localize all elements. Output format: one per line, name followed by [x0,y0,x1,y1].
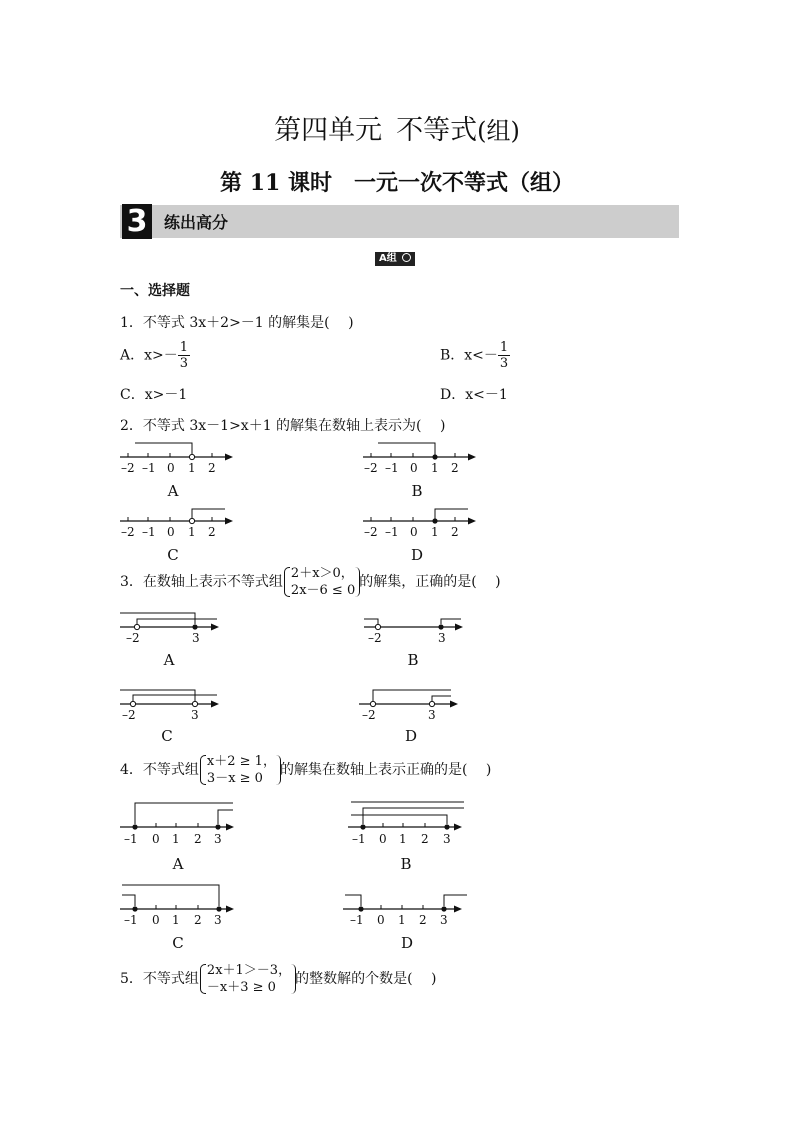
q4-stem-before: 4．不等式组 [120,762,199,778]
tick-label: –2 [122,708,136,721]
inequality-system [199,962,295,996]
unit-title-number: 第四单元 [274,115,383,146]
closed-point [444,824,449,829]
q5-stem-after: 的整数解的个数是( ) [295,971,437,987]
closed-point [360,824,365,829]
q2-label-d: D [410,546,424,564]
unit-title-subject: 不等式 [396,115,478,146]
closed-point [432,518,437,523]
solution-ray [441,619,461,624]
open-point [192,701,197,706]
q1-option-d: D．x<－1 [440,387,508,403]
tick-label: 3 [443,832,451,846]
unit-title-suffix: (组) [477,117,520,145]
solution-ray [364,619,378,624]
tick-label: 3 [214,913,222,926]
tick-label: –2 [364,525,378,538]
tick-label: 0 [410,461,418,474]
solution-ray [218,810,233,824]
tick-label: 2 [419,913,427,926]
tick-label: 3 [428,708,436,721]
system-line: 3－x ≥ 0 [206,771,263,786]
tick-label: 2 [208,461,216,474]
q3-label-a: A [163,651,175,669]
tick-label: 1 [431,525,439,538]
solution-ray [122,895,135,906]
q3-stem-after: 的解集，正确的是( ) [359,574,501,590]
tick-label: 3 [438,631,446,644]
q4-stem-after: 的解集在数轴上表示正确的是( ) [279,762,492,778]
closed-point [432,454,437,459]
open-point [134,624,139,629]
axis-arrow [455,624,463,631]
system-line: 2x＋1＞－3， [206,963,292,978]
solution-ray [133,695,217,701]
banner-text: 练出高分 [164,213,229,232]
tick-label: –2 [362,708,376,721]
tick-label: –2 [121,461,135,474]
q4-stem [120,753,491,787]
open-point [375,624,380,629]
q3-label-d: D [404,727,418,745]
q5-stem [120,962,436,996]
q4-label-c: C [172,934,184,952]
unit-title [0,108,794,147]
tick-label: 1 [398,913,406,926]
tick-label: –2 [121,525,135,538]
tick-label: 0 [152,913,160,926]
tick-label: 0 [410,525,418,538]
system-line: 2＋x＞0， [290,566,354,581]
q3-label-c: C [161,727,173,745]
axis-arrow [211,701,219,708]
tick-label: 0 [379,832,387,846]
tick-label: –1 [385,525,399,538]
lesson-title: 第 11 课时 一元一次不等式（组） [220,170,574,196]
solution-ray [432,696,451,701]
closed-point [358,906,363,911]
system-line: x＋2 ≥ 1， [206,754,276,769]
solution-ray [378,443,435,454]
solution-ray [351,815,447,824]
q1-option-b-prefix: B．x<－ [440,347,498,364]
tick-label: –1 [352,832,366,846]
closed-point [215,824,220,829]
fraction [498,340,510,371]
axis-arrow [450,701,458,708]
q3-numberline-d [357,685,467,721]
q3-stem-before: 3．在数轴上表示不等式组 [120,574,283,590]
q1-option-c: C．x>－1 [120,387,188,403]
tick-label: 0 [167,525,175,538]
q4-numberline-b [346,800,471,846]
q3-numberline-c [118,685,228,721]
tick-label: 3 [191,708,199,721]
fraction [178,340,190,371]
axis-arrow [225,518,233,525]
tick-label: –1 [124,913,138,926]
q3-numberline-b [362,608,472,644]
solution-ray [435,509,468,518]
open-point [370,701,375,706]
axis-arrow [468,518,476,525]
tick-label: 1 [188,525,196,538]
q5-stem-before: 5．不等式组 [120,971,199,987]
tick-label: 3 [192,631,200,644]
tick-label: 3 [214,832,222,846]
tick-label: 3 [440,913,448,926]
q2-label-a: A [167,482,179,500]
fraction-numerator: 1 [499,340,509,355]
closed-point [192,624,197,629]
q3-stem [120,565,501,599]
tick-label: 1 [399,832,407,846]
magnifier-icon [402,253,411,262]
section-banner [120,205,679,238]
system-line: 2x－6 ≤ 0 [290,583,356,598]
axis-arrow [211,624,219,631]
tick-label: 1 [431,461,439,474]
q4-label-d: D [400,934,414,952]
tick-label: –1 [142,461,156,474]
closed-point [216,906,221,911]
tick-label: –1 [350,913,364,926]
q3-numberline-a [118,608,228,644]
banner-number: 3 [122,204,152,239]
axis-arrow [226,824,234,831]
inequality-system [199,753,280,787]
q2-label-c: C [167,546,179,564]
q1-option-a-prefix: A．x>－ [120,347,178,364]
q2-stem: 2．不等式 3x－1>x＋1 的解集在数轴上表示为( ) [120,418,446,434]
system-line: －x＋3 ≥ 0 [206,980,276,995]
tick-label: –1 [142,525,156,538]
tick-label: –2 [368,631,382,644]
q2-numberline-a [115,438,240,474]
tick-label: 2 [208,525,216,538]
tick-label: –2 [126,631,140,644]
q4-numberline-d [341,880,471,926]
tick-label: 1 [172,832,180,846]
tick-label: 2 [421,832,429,846]
q4-numberline-c [118,880,243,926]
fraction-denominator: 3 [179,356,189,371]
tick-label: 0 [152,832,160,846]
tick-label: 0 [377,913,385,926]
open-point [189,454,194,459]
solution-ray [122,885,219,906]
axis-arrow [454,824,462,831]
tick-label: –1 [385,461,399,474]
q2-numberline-d [358,502,483,538]
q3-label-b: B [407,651,419,669]
q2-numberline-c [115,502,240,538]
open-point [130,701,135,706]
tick-label: –1 [124,832,138,846]
solution-ray [363,808,464,824]
q1-option-a [120,340,190,371]
solution-ray [135,443,192,454]
tick-label: 1 [188,461,196,474]
axis-arrow [226,906,234,913]
solution-ray [444,895,467,906]
open-point [189,518,194,523]
closed-point [132,906,137,911]
inequality-system [283,565,359,599]
q4-label-a: A [172,855,184,873]
open-point [429,701,434,706]
q1-option-b [440,340,510,371]
tick-label: 2 [451,525,459,538]
tick-label: 2 [451,461,459,474]
group-badge-label: A组 [379,253,397,264]
q4-numberline-a [118,800,243,846]
fraction-numerator: 1 [179,340,189,355]
tick-label: –2 [364,461,378,474]
q4-label-b: B [400,855,412,873]
section-title: 一、选择题 [120,283,190,299]
closed-point [438,624,443,629]
solution-ray [192,509,225,518]
tick-label: 1 [172,913,180,926]
solution-ray [345,895,361,906]
q2-numberline-b [358,438,483,474]
axis-arrow [225,454,233,461]
q2-label-b: B [411,482,423,500]
group-badge [375,252,415,266]
axis-arrow [454,906,462,913]
closed-point [441,906,446,911]
solution-ray [137,619,217,624]
tick-label: 2 [194,913,202,926]
q1-stem: 1．不等式 3x＋2>－1 的解集是( ) [120,315,354,331]
closed-point [132,824,137,829]
tick-label: 0 [167,461,175,474]
axis-arrow [468,454,476,461]
fraction-denominator: 3 [499,356,509,371]
tick-label: 2 [194,832,202,846]
